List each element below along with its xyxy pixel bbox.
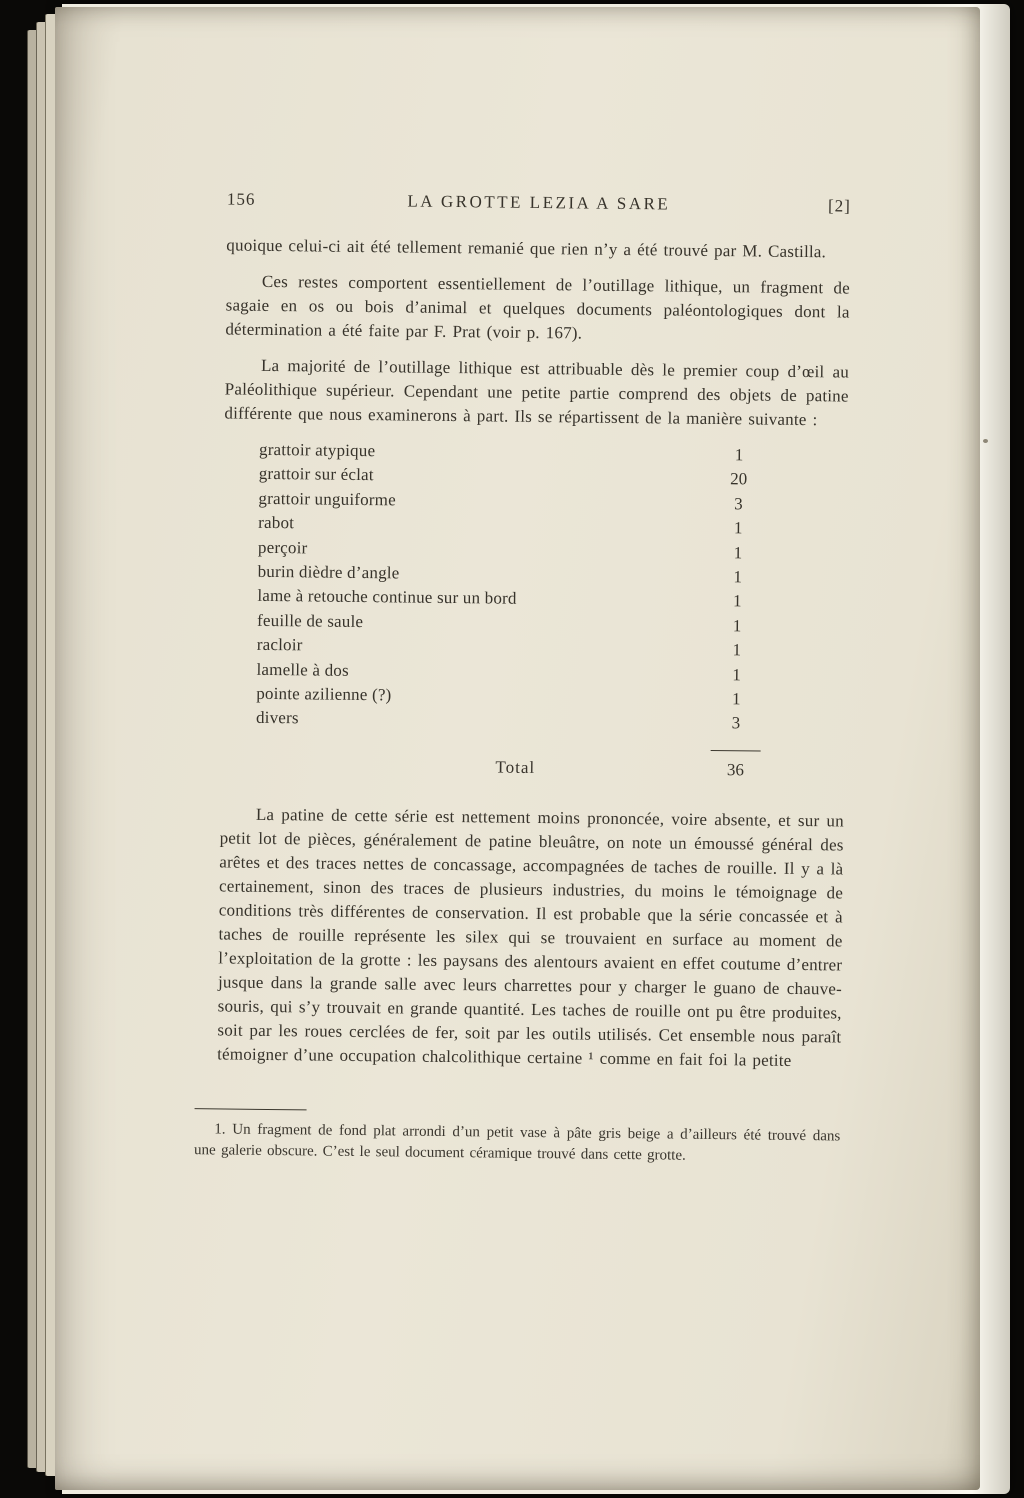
- inventory-count: 1: [734, 445, 744, 465]
- inventory-label: grattoir atypique: [258, 439, 376, 461]
- inventory-label: lame à retouche continue sur un bord: [257, 586, 517, 609]
- paragraph: La majorité de l’outillage lithique est attribuable dès le premier coup d’œil au Paléolithique supérieur. Cependant une petite partie comprend des objets de patine différente que nous examinerons à part. Ils se répartissent de la manière suivante :: [224, 355, 850, 430]
- inventory-total: [255, 745, 760, 783]
- paragraph: La patine de cette série est nettement moins prononcée, voire absente, et sur un petit lot de pièces, généralement de patine bleuâtre, on note un émoussé général des arêtes et des traces nettes de concassage, accompagnées de taches de rouille. Il y a là certainement, sinon des traces de plusieurs industries, du moins le témoignage de conditions très différentes de conservation. Il est probable que la série concassée et à taches de rouille représente les silex qui se trouvaient en surface au moment de l’exploitation de la grotte : les paysans des alentours avaient en effet coutume d’entrer jusque dans la grande salle avec leurs charrettes pour y charger le guano de chauve-souris, qui s’y trouvait en grande quantité. Les taches de rouille ont pu être produites, soit par les roues cerclées de fer, soit par les outils utilisés. Cet ensemble nous paraît témoigner d’une occupation chalcolithique certaine ¹ comme en fait foi la petite: [217, 804, 844, 1070]
- inventory-label: feuille de saule: [257, 610, 364, 631]
- inventory-row: [256, 706, 761, 736]
- inventory-count: 3: [734, 494, 743, 514]
- inventory-list: [256, 438, 764, 737]
- inventory-label: lamelle à dos: [256, 659, 349, 680]
- page-content: [194, 187, 851, 1169]
- inventory-label: grattoir sur éclat: [258, 464, 374, 485]
- page-header: [227, 187, 851, 218]
- inventory-label: perçoir: [257, 537, 308, 558]
- inventory-count: 3: [731, 713, 741, 733]
- book-page: [55, 7, 980, 1490]
- inventory-label: grattoir unguiforme: [258, 488, 397, 510]
- inventory-count: 1: [732, 616, 742, 636]
- inventory-label: rabot: [258, 513, 295, 533]
- page-number: 156: [226, 189, 256, 209]
- total-label: Total: [495, 757, 536, 777]
- footnote: 1. Un fragment de fond plat arrondi d’un petit vase à pâte gris beige a d’ailleurs été trouvé dans une galerie obscure. C’est le seul document céramique trouvé dans cette grotte.: [194, 1121, 841, 1165]
- footnote-rule: [195, 1108, 307, 1110]
- paragraph: quoique celui-ci ait été tellement remanié que rien n’y a été trouvé par M. Castilla.: [226, 235, 827, 262]
- inventory-count: 1: [733, 518, 743, 538]
- inventory-count: 1: [731, 689, 741, 709]
- total-value: 36: [710, 750, 760, 783]
- inventory-count: 1: [733, 591, 742, 611]
- inventory-label: pointe azilienne (?): [256, 683, 392, 705]
- inventory-label: divers: [255, 708, 299, 728]
- running-title: LA GROTTE LEZIA A SARE: [407, 191, 671, 214]
- inventory-count: 1: [732, 664, 741, 684]
- inventory-count: 1: [733, 542, 743, 562]
- inventory-label: racloir: [256, 635, 303, 655]
- inventory-count: 1: [733, 567, 742, 587]
- paragraph: Ces restes comportent essentiellement de l’outillage lithique, un fragment de sagaie en os ou bois d’animal et quelques documents paléontologiques dont la détermination a été faite par F. Prat (voir p. 167).: [225, 271, 851, 343]
- inventory-count: 20: [730, 469, 748, 489]
- inventory-count: 1: [732, 640, 742, 660]
- inventory-label: burin dièdre d’angle: [257, 561, 400, 583]
- paper-speck: [983, 439, 988, 443]
- header-reference: [2]: [827, 196, 851, 216]
